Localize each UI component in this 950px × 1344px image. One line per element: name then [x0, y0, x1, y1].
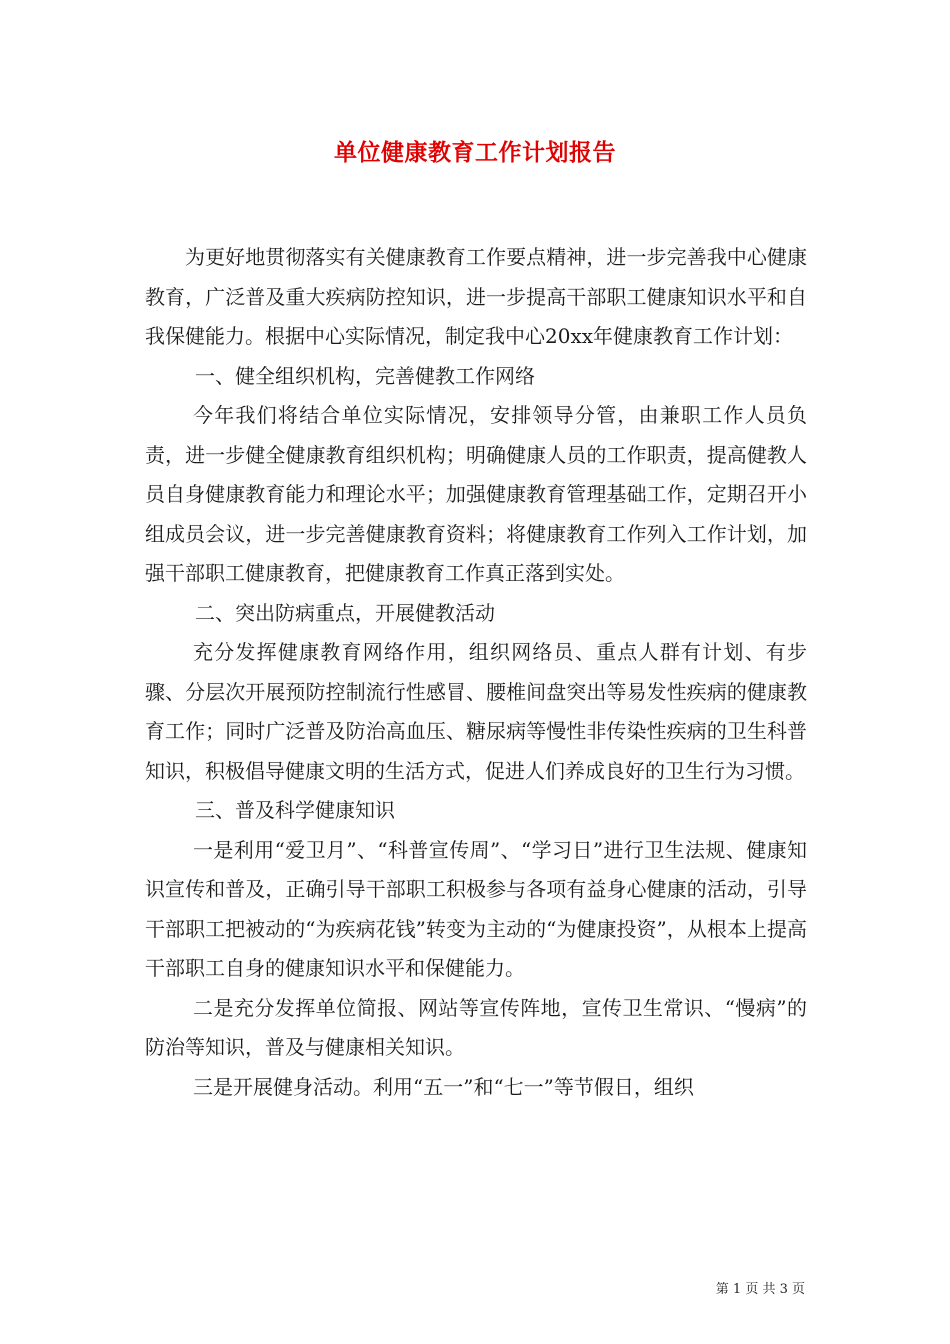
- section-heading-1: 一、健全组织机构，完善健教工作网络: [195, 363, 535, 388]
- section-paragraph-1: 今年我们将结合单位实际情况，安排领导分管，由兼职工作人员负责，进一步健全健康教育组织机构；明确健康人员的工作职责，提高健教人员自身健康教育能力和理论水平；加强健康教育管理基础工作，定期召开小组成员会议，进一步完善健康教育资料；将健康教育工作列入工作计划，加强干部职工健康教育，把健康教育工作真正落到实处。: [145, 403, 807, 585]
- section-heading-2: 二、突出防病重点，开展健教活动: [195, 600, 495, 625]
- document-title: 单位健康教育工作计划报告: [334, 140, 616, 166]
- document-body: [145, 238, 807, 1107]
- section-paragraph-3b: 二是充分发挥单位简报、网站等宣传阵地，宣传卫生常识、“慢病”的防治等知识，普及与健康相关知识。: [145, 995, 807, 1059]
- intro-paragraph: 为更好地贯彻落实有关健康教育工作要点精神，进一步完善我中心健康教育，广泛普及重大疾病防控知识，进一步提高干部职工健康知识水平和自我保健能力。根据中心实际情况，制定我中心20xx年健康教育工作计划：: [145, 245, 807, 348]
- section-heading-3: 三、普及科学健康知识: [195, 798, 395, 822]
- section-paragraph-2: 充分发挥健康教育网络作用，组织网络员、重点人群有计划、有步骤、分层次开展预防控制流行性感冒、腰椎间盘突出等易发性疾病的健康教育工作；同时广泛普及防治高血压、糖尿病等慢性非传染性疾病的卫生科普知识，积极倡导健康文明的生活方式，促进人们养成良好的卫生行为习惯。: [145, 640, 807, 783]
- section-paragraph-3c: 三是开展健身活动。利用“五一”和“七一”等节假日，组织: [193, 1074, 694, 1099]
- section-paragraph-3a: 一是利用“爱卫月”、“科普宣传周”、“学习日”进行卫生法规、健康知识宣传和普及，正确引导干部职工积极参与各项有益身心健康的活动，引导干部职工把被动的“为疾病花钱”转变为主动的“为健康投资”，从根本上提高干部职工自身的健康知识水平和保健能力。: [145, 837, 807, 980]
- page-indicator: 第 1 页 共 3 页: [715, 1282, 805, 1297]
